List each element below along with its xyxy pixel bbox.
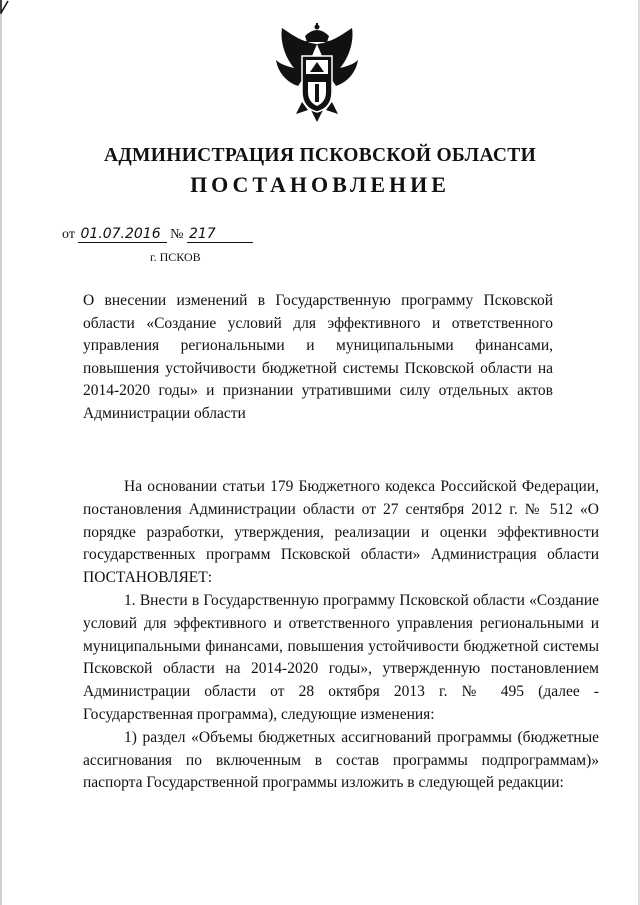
coat-of-arms-icon xyxy=(272,22,362,126)
date-prefix: от xyxy=(62,227,75,242)
organization-title: АДМИНИСТРАЦИЯ ПСКОВСКОЙ ОБЛАСТИ xyxy=(103,145,537,166)
preamble-paragraph: На основании статьи 179 Бюджетного кодекса Российской Федерации, постановления Администрации области от 27 сентября 2012 г. № 512 «О порядке разработки, утверждения, реализации и оценки эффективности государственных программ Псковской области» Администрация области ПОСТАНОВЛЯЕТ: xyxy=(83,478,599,587)
document-body xyxy=(83,476,599,795)
document-type-title: ПОСТАНОВЛЕНИЕ xyxy=(190,172,450,197)
number-label: № xyxy=(170,227,184,242)
handwritten-date: 01.07.2016 xyxy=(78,226,166,243)
item-1-1-paragraph: 1) раздел «Объемы бюджетных ассигнований программы (бюджетные ассигнования по включенным в состав программы подпрограммам)» паспорта Государственной программы изложить в следующей редакции: xyxy=(83,728,599,792)
city-label: г. ПСКОВ xyxy=(150,250,201,264)
handwritten-number: 217 xyxy=(187,226,253,243)
item-1-paragraph: 1. Внести в Государственную программу Псковской области «Создание условий для эффективного и ответственного управления региональными и муниципальными финансами, повышения устойчивости бюджетной системы Псковской области на 2014-2020 годы», утвержденную постановлением Администрации области от 28 октября 2013 г. № 495 (далее - Государственная программа), следующие изменения: xyxy=(83,591,599,723)
scan-edge-left xyxy=(0,0,2,905)
corner-mark xyxy=(0,0,10,14)
date-number-line xyxy=(62,226,253,243)
document-subject: О внесении изменений в Государственную программу Псковской области «Создание условий для эффективного и ответственного управления региональными и муниципальными финансами, повышения устойчивости бюджетной системы Псковской области на 2014-2020 годы» и признании утратившими силу отдельных актов Администрации области xyxy=(83,292,553,422)
